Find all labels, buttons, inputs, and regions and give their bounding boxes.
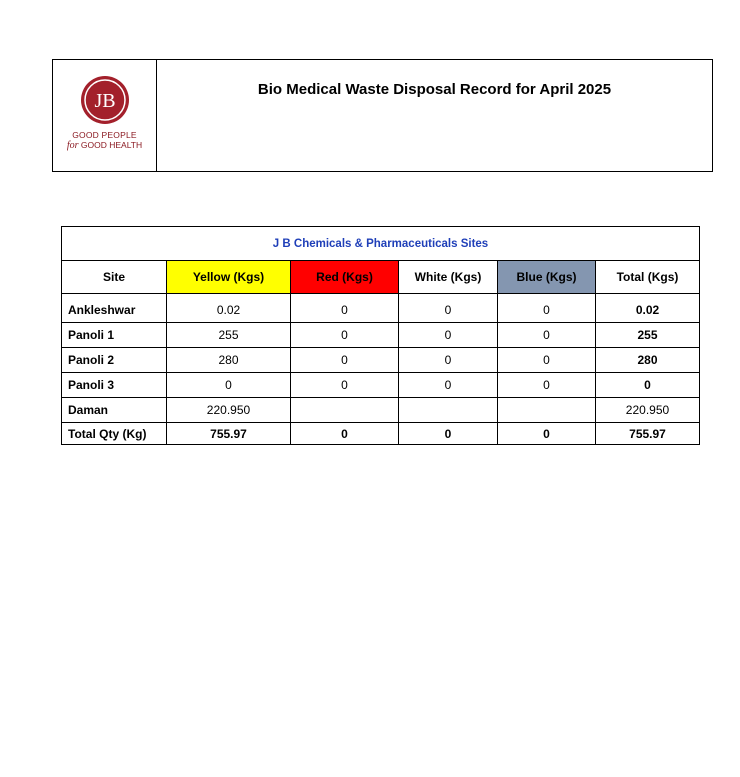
cell-site: Panoli 2 <box>62 348 167 373</box>
cell-yellow: 220.950 <box>167 398 291 423</box>
cell-white <box>399 398 498 423</box>
table-row <box>62 398 700 423</box>
jb-monogram-icon <box>79 74 131 126</box>
table-caption-row <box>62 227 700 261</box>
cell-site: Panoli 1 <box>62 323 167 348</box>
table-row <box>62 348 700 373</box>
svg-text:JB: JB <box>93 90 116 112</box>
total-red: 0 <box>291 423 399 445</box>
cell-site: Panoli 3 <box>62 373 167 398</box>
page-title: Bio Medical Waste Disposal Record for April 2025 <box>257 81 612 98</box>
table-total-row <box>62 423 700 445</box>
logo <box>53 60 157 171</box>
cell-blue: 0 <box>498 373 596 398</box>
logo-tagline-bottom: for GOOD HEALTH <box>66 140 143 151</box>
table-row <box>62 323 700 348</box>
waste-disposal-table <box>61 226 700 445</box>
cell-blue: 0 <box>498 294 596 323</box>
cell-yellow: 0 <box>167 373 291 398</box>
column-header-yellow: Yellow (Kgs) <box>167 261 291 294</box>
cell-red: 0 <box>291 373 399 398</box>
column-header-white: White (Kgs) <box>399 261 498 294</box>
total-label: Total Qty (Kg) <box>62 423 167 445</box>
cell-total: 220.950 <box>596 398 700 423</box>
total-grand: 755.97 <box>596 423 700 445</box>
cell-total: 255 <box>596 323 700 348</box>
cell-red <box>291 398 399 423</box>
column-header-blue: Blue (Kgs) <box>498 261 596 294</box>
cell-site: Ankleshwar <box>62 294 167 323</box>
total-yellow: 755.97 <box>167 423 291 445</box>
cell-blue: 0 <box>498 348 596 373</box>
cell-red: 0 <box>291 294 399 323</box>
column-header-site: Site <box>62 261 167 294</box>
table-header-row <box>62 261 700 294</box>
cell-yellow: 280 <box>167 348 291 373</box>
cell-blue <box>498 398 596 423</box>
column-header-total: Total (Kgs) <box>596 261 700 294</box>
table-row <box>62 294 700 323</box>
cell-white: 0 <box>399 348 498 373</box>
cell-yellow: 0.02 <box>167 294 291 323</box>
table-row <box>62 373 700 398</box>
cell-total: 280 <box>596 348 700 373</box>
cell-blue: 0 <box>498 323 596 348</box>
cell-red: 0 <box>291 348 399 373</box>
total-white: 0 <box>399 423 498 445</box>
cell-white: 0 <box>399 373 498 398</box>
column-header-red: Red (Kgs) <box>291 261 399 294</box>
table-caption: J B Chemicals & Pharmaceuticals Sites <box>62 227 700 261</box>
logo-tagline-top: GOOD PEOPLE <box>72 130 137 140</box>
cell-white: 0 <box>399 294 498 323</box>
total-blue: 0 <box>498 423 596 445</box>
cell-red: 0 <box>291 323 399 348</box>
cell-site: Daman <box>62 398 167 423</box>
cell-total: 0.02 <box>596 294 700 323</box>
document-header <box>52 59 713 172</box>
cell-total: 0 <box>596 373 700 398</box>
cell-white: 0 <box>399 323 498 348</box>
cell-yellow: 255 <box>167 323 291 348</box>
